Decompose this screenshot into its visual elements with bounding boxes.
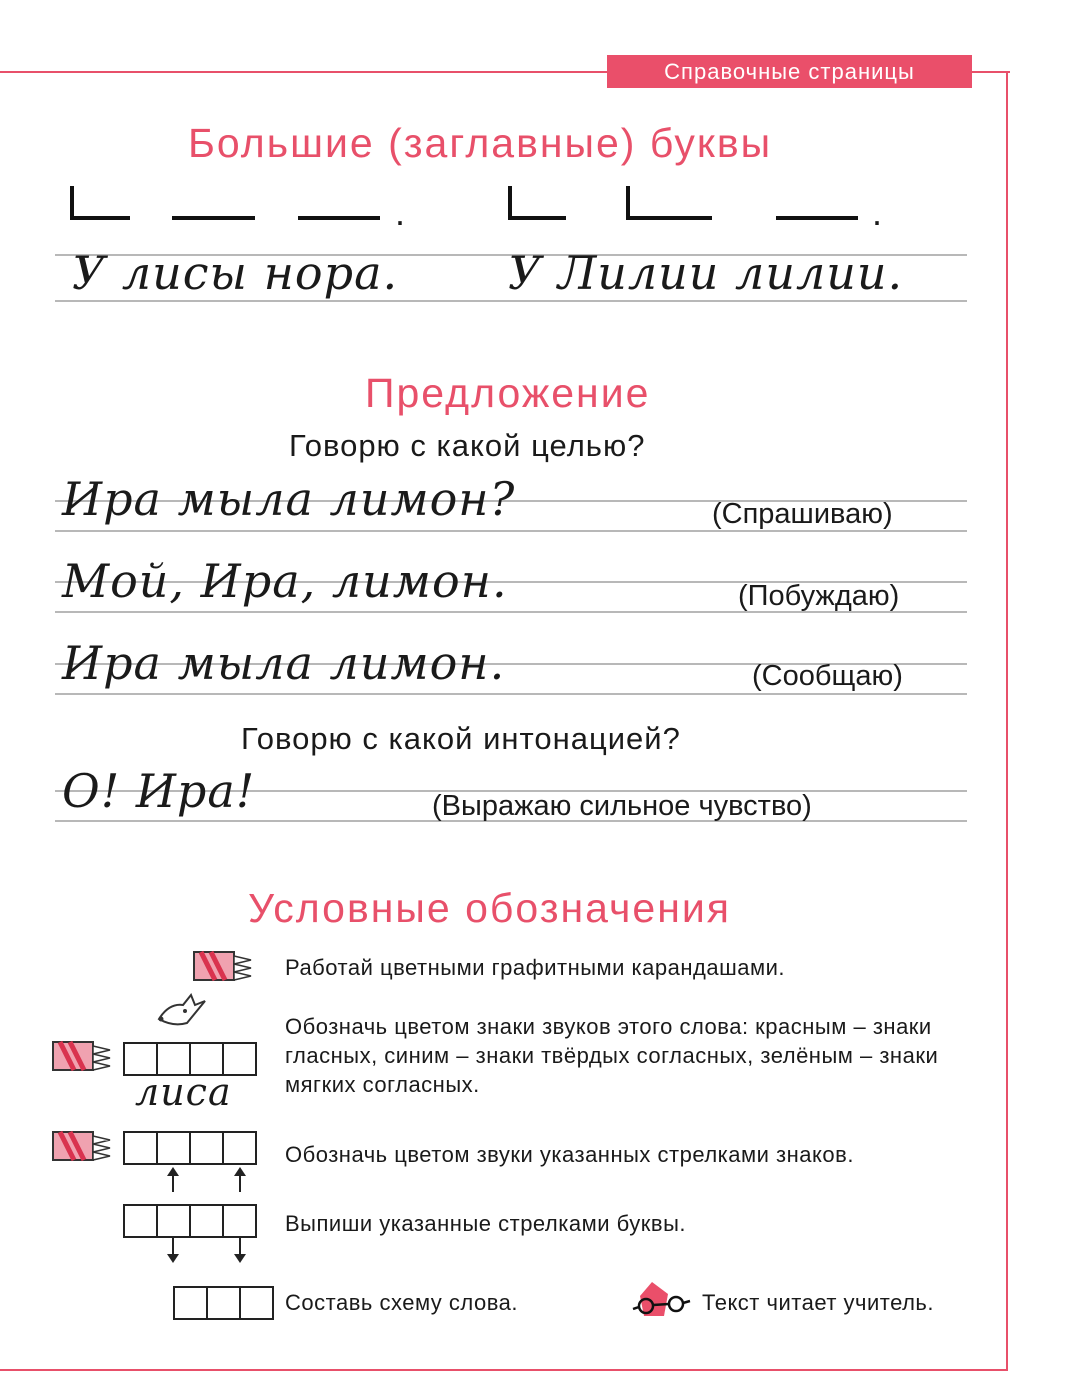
ruled-line: [55, 300, 967, 302]
frame-right-line: [1006, 71, 1008, 1371]
arrow-down-icon: [165, 1238, 181, 1264]
ruled-line: [55, 693, 967, 695]
fox-icon: [155, 993, 211, 1033]
script-sentence-command: Мой, Ира, лимон.: [62, 554, 508, 608]
legend-text-pencils: Работай цветными графитными карандашами.: [285, 955, 786, 980]
label-exclamation: (Выражаю сильное чувство): [432, 790, 812, 822]
pencils-icon: [193, 950, 255, 984]
arrow-up-icon: [165, 1166, 181, 1192]
arrow-up-icon: [232, 1166, 248, 1192]
pencils-icon: [52, 1040, 114, 1074]
scheme-dot-1: .: [395, 192, 407, 233]
legend-title: Условные обозначения: [248, 885, 731, 931]
glasses-icon: [632, 1280, 692, 1320]
script-exclamation: О! Ира!: [62, 764, 256, 818]
script-word-fox: лиса: [135, 1070, 232, 1114]
sentence-title: Предложение: [365, 370, 651, 416]
legend-text-teacher: Текст читает учитель.: [702, 1290, 935, 1315]
pencils-icon: [52, 1130, 114, 1164]
section-tab: Справочные страницы: [607, 55, 972, 88]
word-scheme-1: [0, 0, 1080, 240]
scheme-dot-2: .: [872, 192, 884, 233]
label-question: (Спрашиваю): [712, 498, 893, 530]
script-example-2: У Лилии лилии.: [508, 246, 904, 300]
label-statement: (Сообщаю): [752, 660, 903, 692]
script-sentence-statement: Ира мыла лимон.: [62, 636, 506, 690]
script-example-1: У лисы нора.: [72, 246, 399, 300]
script-sentence-question: Ира мыла лимон?: [62, 472, 516, 526]
sound-scheme-cells: [123, 1131, 257, 1165]
legend-text-sounds: Обозначь цветом знаки звуков этого слова: красным – знаки гласных, синим – знаки твёрдых согласных, зелёным – знаки мягких согласных.: [285, 1014, 939, 1097]
legend-text-scheme: Составь схему слова.: [285, 1290, 519, 1315]
capitals-title: Большие (заглавные) буквы: [188, 120, 773, 166]
legend-text-arrows-down: Выпиши указанные стрелками буквы.: [285, 1211, 686, 1236]
label-command: (Побуждаю): [738, 580, 900, 612]
frame-bottom-line: [0, 1369, 1008, 1371]
word-scheme-cells: [173, 1286, 274, 1320]
purpose-question: Говорю с какой целью?: [289, 428, 646, 463]
intonation-question: Говорю с какой интонацией?: [241, 721, 681, 756]
legend-text-arrows-up: Обозначь цветом звуки указанных стрелками знаков.: [285, 1142, 854, 1167]
letter-scheme-cells: [123, 1204, 257, 1238]
arrow-down-icon: [232, 1238, 248, 1264]
